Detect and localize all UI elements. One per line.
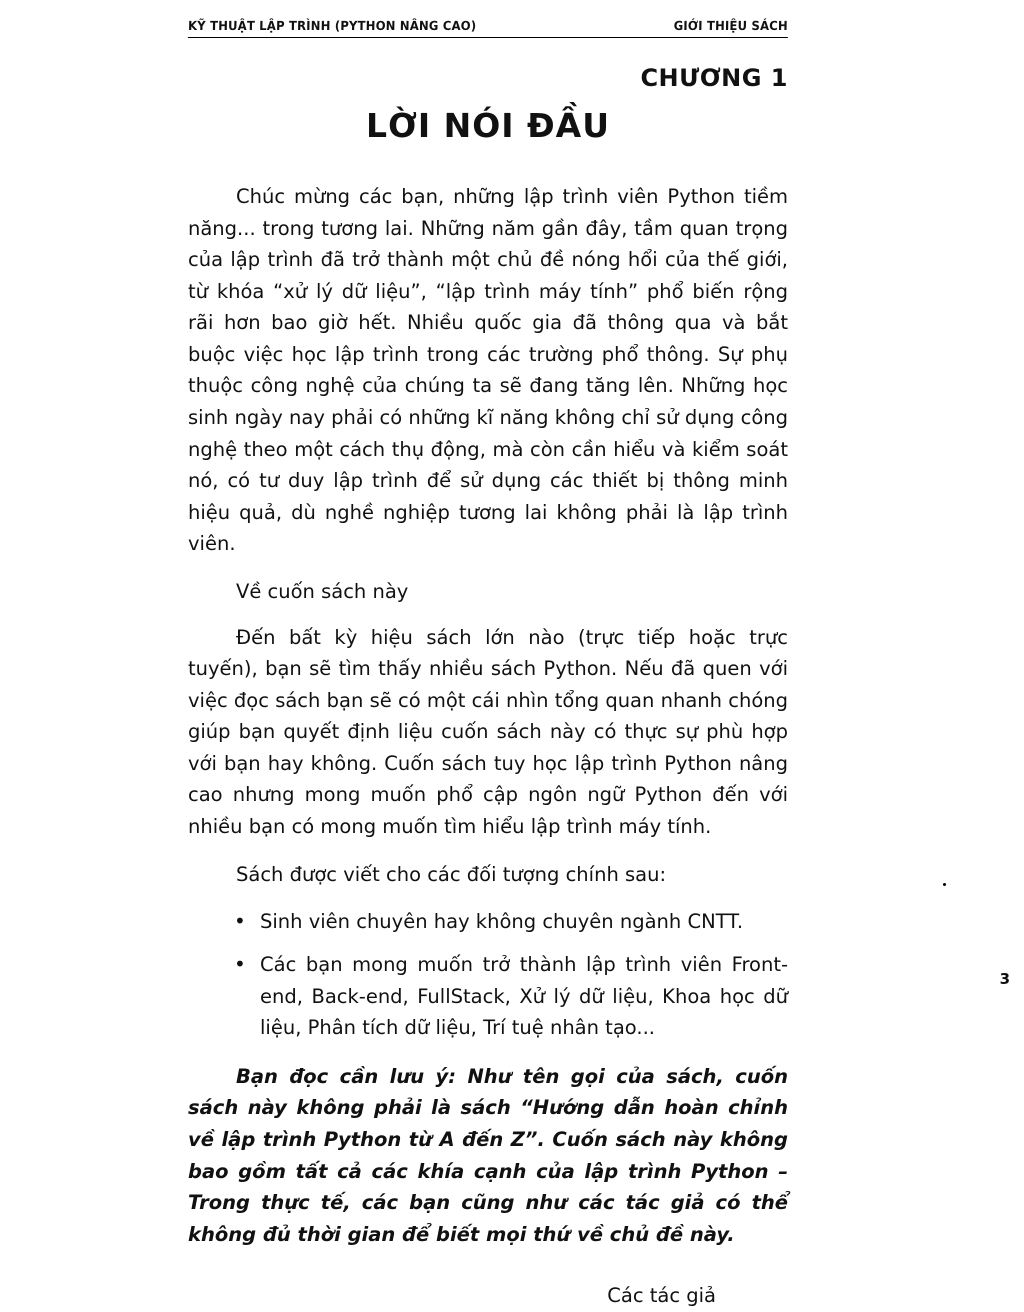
page-content <box>188 18 788 1312</box>
paragraph-1: Chúc mừng các bạn, những lập trình viên Python tiềm năng... trong tương lai. Những năm gần đây, tầm quan trọng của lập trình đã trở thành một chủ đề nóng hổi của thế giới, từ khóa “xử lý dữ liệu”, “lập trình máy tính” phổ biến rộng rãi hơn bao giờ hết. Nhiều quốc gia đã thông qua và bắt buộc việc học lập trình trong các trường phổ thông. Sự phụ thuộc công nghệ của chúng ta sẽ đang tăng lên. Những học sinh ngày nay phải có những kĩ năng không chỉ sử dụng công nghệ theo một cách thụ động, mà còn cần hiểu và kiểm soát nó, có tư duy lập trình để sử dụng các thiết bị thông minh hiệu quả, dù nghề nghiệp tương lai không phải là lập trình viên. <box>188 185 788 556</box>
chapter-label: CHƯƠNG 1 <box>640 64 788 92</box>
list-item: • Các bạn mong muốn trở thành lập trình viên Front-end, Back-end, FullStack, Xử lý dữ liệu, Khoa học dữ liệu, Phân tích dữ liệu, Trí tuệ nhân tạo... <box>260 949 788 1043</box>
running-header <box>188 18 788 38</box>
reader-note-text: Như tên gọi của sách, cuốn sách này không phải là sách “Hướng dẫn hoàn chỉnh về lập trình Python từ A đến Z”. Cuốn sách này không bao gồm tất cả các khía cạnh của lập trình Python – Trong thực tế, các bạn cũng như các tác giả có thể không đủ thời gian để biết mọi thứ về chủ đề này. <box>188 1064 788 1246</box>
section-subheading: Về cuốn sách này <box>236 579 409 603</box>
audience-intro: Sách được viết cho các đối tượng chính sau: <box>236 862 667 886</box>
body-text <box>188 181 788 1312</box>
list-item: • Sinh viên chuyên hay không chuyên ngành CNTT. <box>260 906 788 937</box>
signoff: Các tác giả <box>607 1284 716 1308</box>
running-header-left: KỸ THUẬT LẬP TRÌNH (PYTHON NÂNG CAO) <box>187 18 477 33</box>
reader-note <box>188 1061 788 1250</box>
running-header-right: GIỚI THIỆU SÁCH <box>673 18 789 33</box>
audience-list <box>188 906 788 1043</box>
paragraph-2: Đến bất kỳ hiệu sách lớn nào (trực tiếp hoặc trực tuyến), bạn sẽ tìm thấy nhiều sách Python. Nếu đã quen với việc đọc sách bạn sẽ có một cái nhìn tổng quan nhanh chóng giúp bạn quyết định liệu cuốn sách này có thực sự phù hợp với bạn hay không. Cuốn sách tuy học lập trình Python nâng cao nhưng mong muốn phổ cập ngôn ngữ Python đến với nhiều bạn có mong muốn tìm hiểu lập trình máy tính. <box>188 625 788 838</box>
reader-note-lead: Bạn đọc cần lưu ý: <box>236 1064 457 1088</box>
page-number: 3 <box>999 970 1010 988</box>
stray-mark <box>943 883 946 886</box>
page-title: LỜI NÓI ĐẦU <box>365 106 611 145</box>
